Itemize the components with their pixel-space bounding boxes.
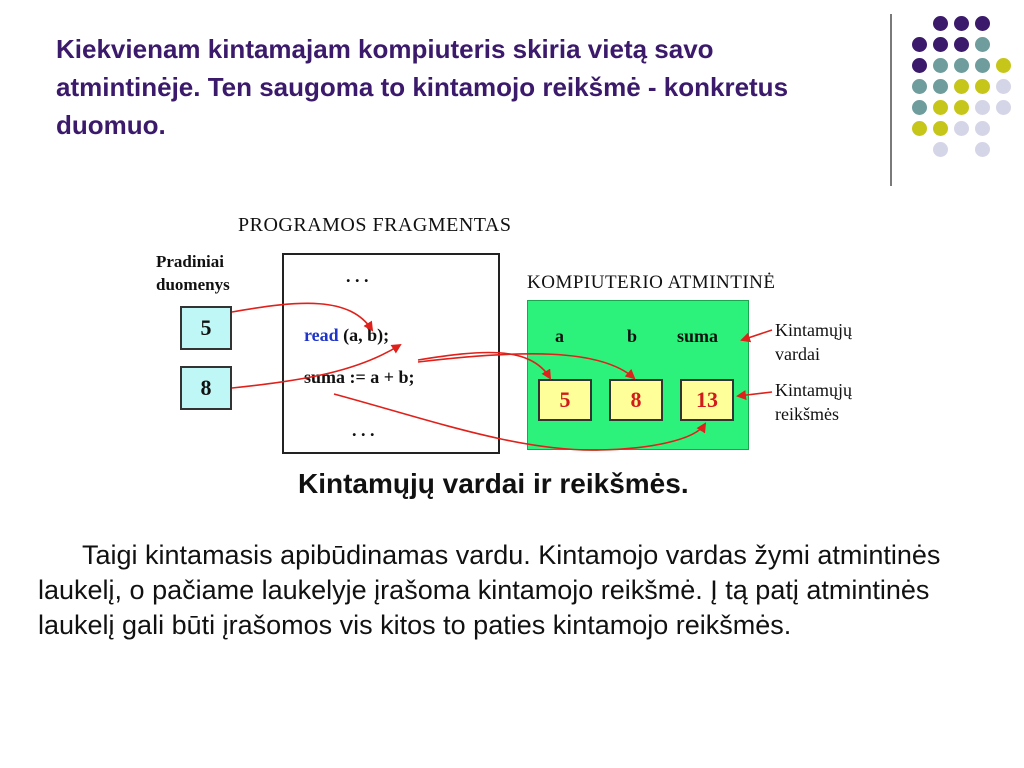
- decorative-dot: [954, 100, 969, 115]
- decorative-dot: [975, 142, 990, 157]
- decorative-dot: [912, 79, 927, 94]
- decorative-dot: [975, 100, 990, 115]
- memory-area: [527, 300, 749, 450]
- decorative-dot: [975, 121, 990, 136]
- read-args: (a, b);: [338, 325, 390, 345]
- memory-title: KOMPIUTERIO ATMINTINĖ: [527, 272, 776, 293]
- side-label-values-line2: reikšmės: [775, 404, 839, 424]
- decorative-dot: [954, 79, 969, 94]
- divider-line: [890, 14, 892, 186]
- input-box-a: 5: [180, 306, 232, 350]
- input-label-line2: duomenys: [156, 275, 230, 294]
- slide-title: Kiekvienam kintamajam kompiuteris skiria vietą savo atmintinėje. Ten saugoma to kintamojo reikšmė - konkretus duomuo.: [56, 34, 789, 140]
- body-paragraph-text: Taigi kintamasis apibūdinamas vardu. Kintamojo vardas žymi atmintinės laukelį, o pačiame laukelyje įrašoma kintamojo reikšmė. Į tą patį atmintinės laukelį gali būti įrašomos vis kitos to paties kintamojo reikšmės.: [38, 540, 941, 640]
- decorative-dot: [975, 16, 990, 31]
- decorative-dot: [975, 37, 990, 52]
- decorative-dot: [933, 121, 948, 136]
- decorative-dot: [954, 121, 969, 136]
- var-name-a: a: [555, 326, 564, 346]
- decorative-dot: [954, 58, 969, 73]
- input-box-b: 8: [180, 366, 232, 410]
- code-dots-top: . . .: [346, 266, 369, 286]
- program-fragment-box: [282, 253, 500, 454]
- decorative-dot: [933, 37, 948, 52]
- memory-cell-b: 8: [609, 379, 663, 421]
- memory-cell-suma: 13: [680, 379, 734, 421]
- decorative-dot: [996, 100, 1011, 115]
- memory-cell-a: 5: [538, 379, 592, 421]
- decorative-dot: [975, 79, 990, 94]
- read-keyword: read: [304, 325, 339, 345]
- decorative-dot: [933, 142, 948, 157]
- decorative-dot: [954, 37, 969, 52]
- side-label-names-line1: Kintamųjų: [775, 320, 852, 340]
- decorative-dot: [975, 58, 990, 73]
- figure-caption: Kintamųjų vardai ir reikšmės.: [298, 468, 689, 499]
- decorative-dot: [933, 100, 948, 115]
- decorative-dot: [912, 100, 927, 115]
- decorative-dot: [912, 37, 927, 52]
- decorative-dot: [933, 79, 948, 94]
- side-label-values-line1: Kintamųjų: [775, 380, 852, 400]
- input-label-line1: Pradiniai: [156, 252, 225, 271]
- decorative-dot: [933, 16, 948, 31]
- figure-title: PROGRAMOS FRAGMENTAS: [238, 214, 512, 236]
- body-paragraph: [38, 538, 988, 643]
- var-name-b: b: [627, 326, 638, 346]
- decorative-dot: [912, 121, 927, 136]
- code-dots-bottom: . . .: [352, 420, 375, 440]
- decorative-dot: [954, 16, 969, 31]
- code-read-line: [304, 325, 389, 346]
- decorative-dot: [996, 79, 1011, 94]
- var-name-suma: suma: [677, 326, 719, 346]
- code-assign-line: suma := a + b;: [304, 367, 415, 387]
- decorative-dot: [912, 58, 927, 73]
- side-label-names-line2: vardai: [775, 344, 820, 364]
- decorative-dot: [996, 58, 1011, 73]
- decorative-dot: [933, 58, 948, 73]
